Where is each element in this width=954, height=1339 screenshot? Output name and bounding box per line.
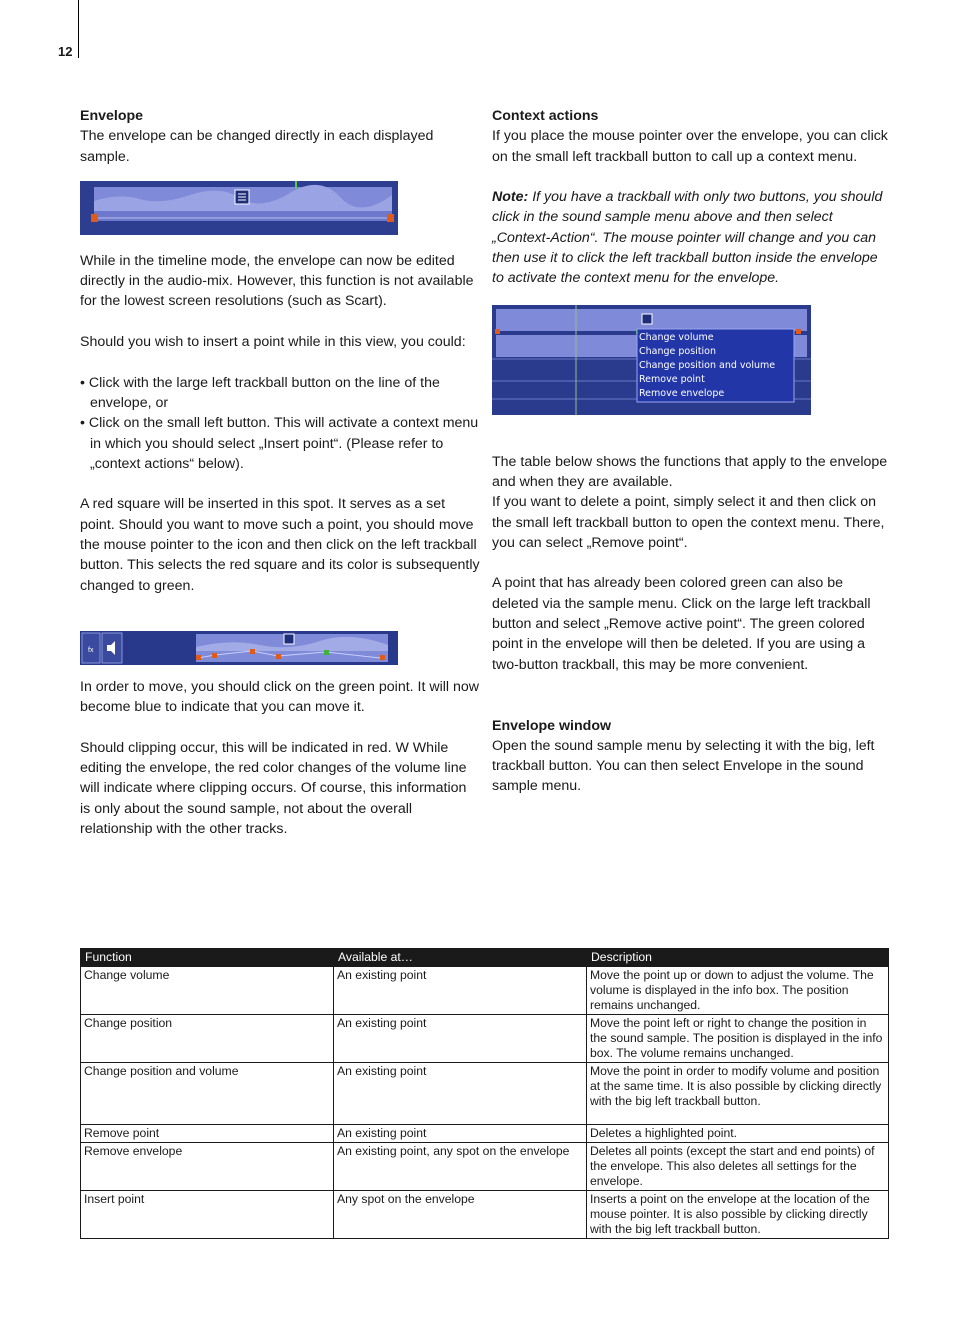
table-cell: Inserts a point on the envelope at the location of the mouse pointer. It is also possible by clicking directly with the big left trackball button.: [587, 1191, 889, 1239]
right-paragraph-1: The table below shows the functions that apply to the envelope and when they are available.: [492, 453, 888, 490]
table-cell: Deletes a highlighted point.: [587, 1125, 889, 1143]
table-header-description: Description: [587, 949, 889, 967]
left-column: [80, 106, 480, 839]
note-label: Note:: [492, 189, 529, 206]
context-actions-intro: If you place the mouse pointer over the envelope, you can click on the small left trackball button to call up a context menu.: [492, 128, 888, 165]
envelope-points-screenshot: [80, 631, 398, 665]
envelope-point-start: [91, 214, 98, 222]
left-paragraph-2: Should you wish to insert a point while in this view, you could:: [80, 334, 466, 351]
table-row: [81, 1125, 889, 1143]
right-paragraph-4: Open the sound sample menu by selecting it with the big, left trackball button. You can then select Envelope in the sound sample menu.: [492, 737, 875, 795]
context-actions-heading: Context actions: [492, 108, 599, 124]
context-menu-screenshot: [492, 305, 811, 415]
table-cell: An existing point: [334, 1063, 587, 1125]
left-paragraph-1: While in the timeline mode, the envelope can now be edited directly in the audio-mix. However, this function is not available for the lowest screen resolutions (such as Scart).: [80, 252, 474, 310]
left-paragraph-5: Should clipping occur, this will be indicated in red. W While editing the envelope, the red color changes of the volume line will indicate where clipping occurs. Of course, this information is only about the sound sample, not about the overall relationship with the other tracks.: [80, 739, 467, 838]
table-cell: An existing point: [334, 1015, 587, 1063]
fx-icon: fx: [88, 646, 94, 654]
right-paragraph-3: A point that has already been colored green can also be deleted via the sample menu. Click on the large left trackball button and select „Remove active point“. The green colored point in the envelope will then be deleted. If you are using a two-button trackball, this may be more convenient.: [492, 575, 871, 673]
table-header-function: Function: [81, 949, 334, 967]
context-menu: [639, 331, 792, 401]
table-cell: Remove envelope: [81, 1143, 334, 1191]
table-cell: An existing point: [334, 967, 587, 1015]
envelope-intro: The envelope can be changed directly in each displayed sample.: [80, 128, 434, 165]
menu-item-change-volume[interactable]: Change volume: [639, 331, 714, 343]
table-header-available: Available at…: [334, 949, 587, 967]
table-cell: Move the point up or down to adjust the volume. The volume is displayed in the info box. The position remains unchanged.: [587, 967, 889, 1015]
table-cell: Change volume: [81, 967, 334, 1015]
table-row: [81, 1143, 889, 1191]
table-cell: Move the point in order to modify volume and position at the same time. It is also possible by clicking directly with the big left trackball button.: [587, 1063, 889, 1125]
envelope-point-end: [387, 214, 394, 222]
bullet-2: • Click on the small left button. This will activate a context menu in which you should select „Insert point“. (Please refer to „context actions“ below).: [80, 415, 479, 472]
table-cell: Move the point left or right to change the position in the sound sample. The position is displayed in the info box. The volume remains unchanged.: [587, 1015, 889, 1063]
table-row: [81, 967, 889, 1015]
table-cell: Insert point: [81, 1191, 334, 1239]
page-number: 12: [58, 44, 73, 59]
menu-item-change-position[interactable]: Change position: [639, 345, 717, 357]
envelope-window-heading: Envelope window: [492, 717, 612, 734]
table-row: [81, 1063, 889, 1125]
table-row: [81, 1015, 889, 1063]
menu-item-remove-envelope[interactable]: Remove envelope: [639, 387, 725, 399]
left-paragraph-3: A red square will be inserted in this spot. It serves as a set point. Should you want to move such a point, you should move the mouse pointer to the icon and then click on the left trackball button. This selects the red square and its color is subsequently changed to green.: [80, 496, 480, 594]
table-cell: Remove point: [81, 1125, 334, 1143]
functions-table: [80, 948, 889, 1239]
menu-item-change-position-volume[interactable]: Change position and volume: [639, 359, 776, 371]
envelope-screenshot: [80, 181, 398, 235]
left-paragraph-4: In order to move, you should click on the green point. It will now become blue to indicate that you can move it.: [80, 678, 480, 716]
envelope-heading: Envelope: [80, 108, 144, 124]
table-cell: Change position and volume: [81, 1063, 334, 1125]
table-cell: Deletes all points (except the start and end points) of the envelope. This also deletes all settings for the envelope.: [587, 1143, 889, 1191]
table-cell: Any spot on the envelope: [334, 1191, 587, 1239]
bullet-1: • Click with the large left trackball button on the line of the envelope, or: [80, 374, 440, 411]
right-column: [492, 106, 892, 797]
table-header-row: [81, 949, 889, 967]
note-paragraph: [492, 187, 892, 288]
table-cell: An existing point, any spot on the envelope: [334, 1143, 587, 1191]
note-text: If you have a trackball with only two buttons, you should click in the sound sample menu above and then select „Context-Action“. The mouse pointer will change and you can then use it to click the left trackball button inside the envelope to activate the context menu for the envelope.: [492, 189, 883, 287]
menu-item-remove-point[interactable]: Remove point: [639, 373, 705, 385]
page-margin-line: [78, 0, 79, 58]
table-cell: An existing point: [334, 1125, 587, 1143]
right-paragraph-2: If you want to delete a point, simply select it and then click on the small left trackball button to open the context menu. There, you can select „Remove point“.: [492, 494, 885, 551]
table-cell: Change position: [81, 1015, 334, 1063]
table-row: [81, 1191, 889, 1239]
